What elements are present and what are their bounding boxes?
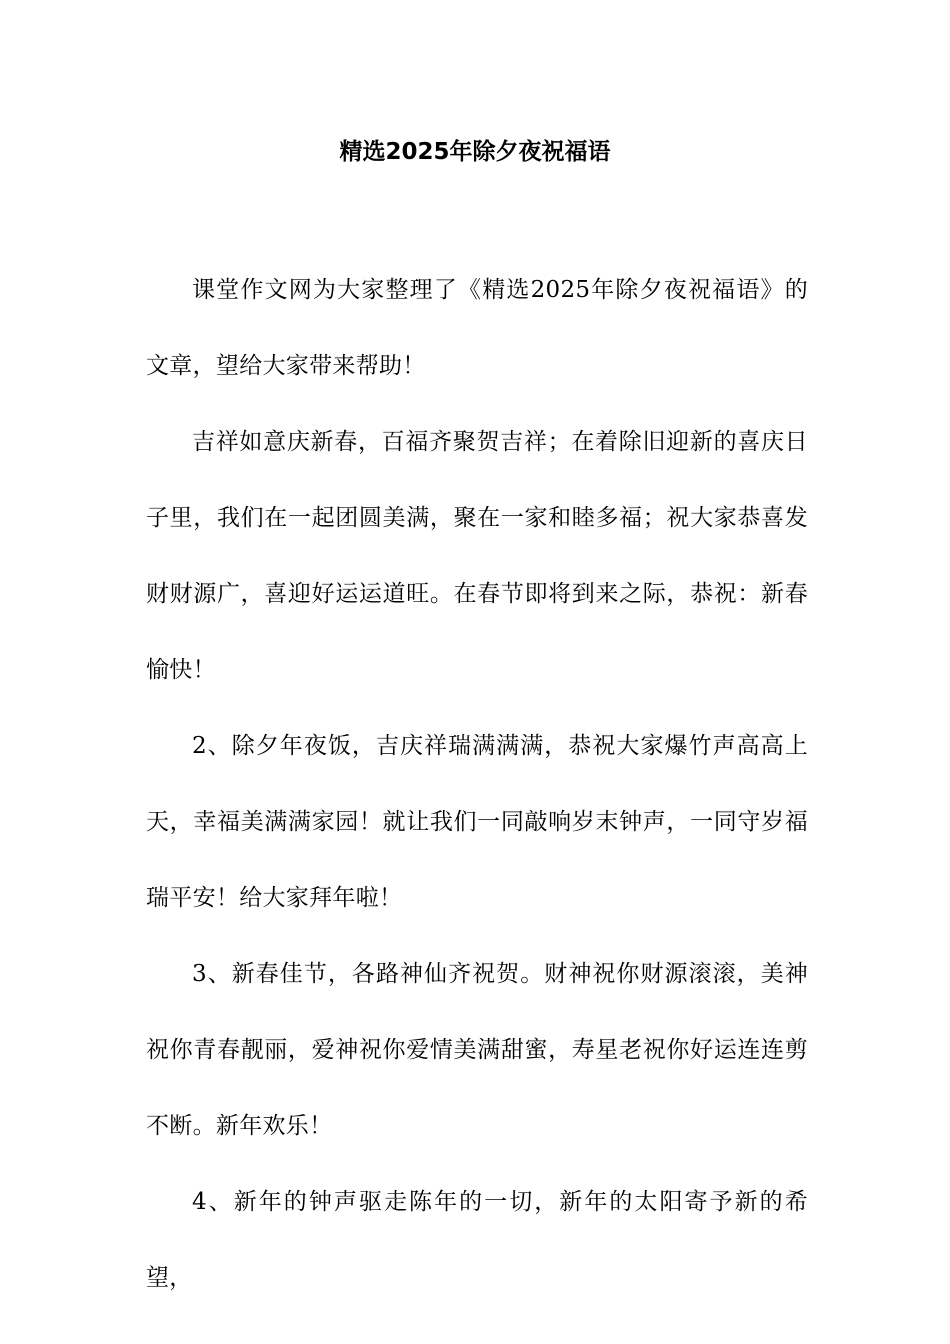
greeting-paragraph-2: 2、除夕年夜饭，吉庆祥瑞满满满，恭祝大家爆竹声高高上天，幸福美满满家园！就让我们一同敲响岁末钟声，一同守岁福瑞平安！给大家拜年啦！ [146, 733, 808, 911]
greeting-paragraph-3: 3、新春佳节，各路神仙齐祝贺。财神祝你财源滚滚，美神祝你青春靓丽，爱神祝你爱情美满甜蜜，寿星老祝你好运连连剪不断。新年欢乐！ [146, 961, 808, 1139]
intro-paragraph: 课堂作文网为大家整理了《精选2025年除夕夜祝福语》的文章，望给大家带来帮助！ [146, 277, 808, 379]
document-body [146, 252, 808, 1316]
greeting-paragraph-4: 4、新年的钟声驱走陈年的一切，新年的太阳寄予新的希望， [146, 1189, 808, 1291]
greeting-paragraph-1: 吉祥如意庆新春，百福齐聚贺吉祥；在着除旧迎新的喜庆日子里，我们在一起团圆美满，聚在一家和睦多福；祝大家恭喜发财财源广，喜迎好运运道旺。在春节即将到来之际，恭祝：新春愉快！ [146, 429, 808, 683]
document-title: 精选2025年除夕夜祝福语 [339, 139, 611, 165]
